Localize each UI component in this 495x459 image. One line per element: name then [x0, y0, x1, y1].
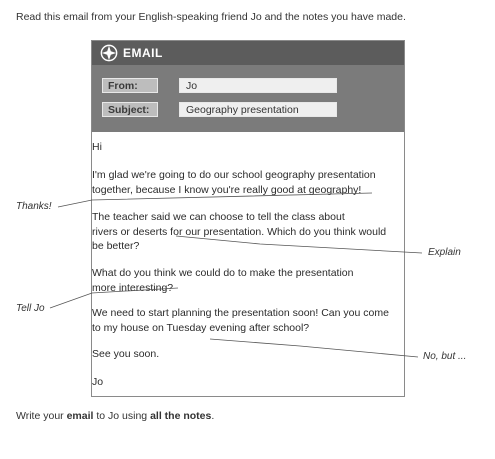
- note-tell-jo: Tell Jo: [16, 303, 45, 314]
- email-line: What do you think we could do to make the presentation: [92, 267, 354, 279]
- email-line: be better?: [92, 240, 140, 252]
- email-line: The teacher said we can choose to tell the class about: [92, 211, 345, 223]
- task-prompt-text: .: [211, 410, 215, 422]
- email-closing: See you soon.: [92, 348, 160, 360]
- from-label: From:: [102, 78, 158, 93]
- email-line: I'm glad we're going to do our school geography presentation: [92, 169, 376, 181]
- email-signature: Jo: [92, 376, 104, 388]
- note-thanks: Thanks!: [16, 201, 52, 212]
- task-prompt-text: Write your: [16, 410, 67, 422]
- task-prompt-bold: all the notes: [150, 410, 212, 422]
- email-title: EMAIL: [123, 46, 163, 60]
- task-prompt: [16, 410, 214, 422]
- email-line: to my house on Tuesday evening after school?: [92, 321, 310, 334]
- subject-label: Subject:: [102, 102, 158, 117]
- from-field: Jo: [179, 78, 337, 93]
- task-prompt-text: to Jo using: [93, 410, 151, 422]
- subject-field: Geography presentation: [179, 102, 337, 117]
- task-instruction: Read this email from your English-speaking friend Jo and the notes you have made.: [16, 11, 406, 23]
- email-line: together, because I know you're really good at geography!: [92, 183, 362, 196]
- email-greeting: Hi: [92, 141, 102, 153]
- note-no-but: No, but ...: [423, 351, 467, 362]
- email-line: We need to start planning the presentation soon! Can you come: [92, 307, 389, 319]
- email-line: more interesting?: [92, 281, 174, 294]
- email-line: rivers or deserts for our presentation. Which do you think would: [92, 225, 387, 238]
- note-explain: Explain: [428, 247, 461, 258]
- task-prompt-bold: email: [66, 410, 94, 422]
